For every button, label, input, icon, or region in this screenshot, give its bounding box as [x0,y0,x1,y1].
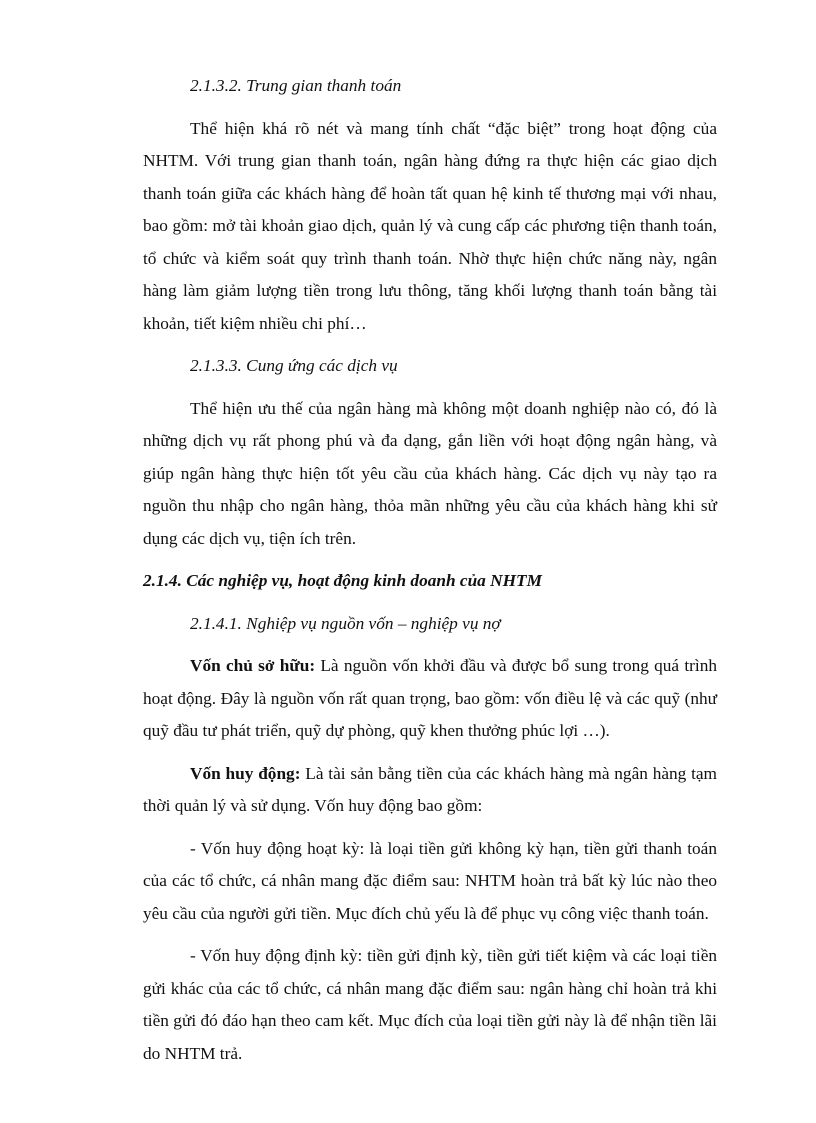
paragraph-demand-deposits: - Vốn huy động hoạt kỳ: là loại tiền gửi không kỳ hạn, tiền gửi thanh toán của các tổ chức, cá nhân mang đặc điểm sau: NHTM hoàn trả bất kỳ lúc nào theo yêu cầu của người gửi tiền. Mục đích chủ yếu là để phục vụ công việc thanh toán. [143,838,717,923]
equity-label: Vốn chủ sở hữu: [190,656,316,675]
equity-text: Là nguồn vốn khởi đầu và được bổ sung trong quá trình hoạt động. Đây là nguồn vốn rất quan trọng, bao gồm: vốn điều lệ và các quỹ (như quỹ đầu tư phát triển, quỹ dự phòng, quỹ khen thưởng phúc lợi …). [143,656,717,740]
paragraph-equity [143,650,717,748]
subsection-heading-payment-intermediary: 2.1.3.2. Trung gian thanh toán [190,76,402,95]
subsection-heading-service-provision: 2.1.3.3. Cung ứng các dịch vụ [190,356,398,375]
section-heading-business-operations: 2.1.4. Các nghiệp vụ, hoạt động kinh doanh của NHTM [143,571,542,590]
document-body [143,70,717,1080]
subsection-heading-funding-operations: 2.1.4.1. Nghiệp vụ nguồn vốn – nghiệp vụ nợ [190,613,501,633]
paragraph-term-deposits: - Vốn huy động định kỳ: tiền gửi định kỳ, tiền gửi tiết kiệm và các loại tiền gửi khác của các tổ chức, cá nhân mang đặc điểm sau: ngân hàng chỉ hoàn trả khi tiền gửi đó đáo hạn theo cam kết. Mục đích của loại tiền gửi này là để nhận tiền lãi do NHTM trả. [143,946,717,1063]
paragraph-mobilized-capital [143,758,717,823]
mobilized-capital-text: Là tài sản bằng tiền của các khách hàng mà ngân hàng tạm thời quản lý và sử dụng. Vốn huy động bao gồm: [143,763,717,815]
paragraph-service-provision: Thể hiện ưu thế của ngân hàng mà không một doanh nghiệp nào có, đó là những dịch vụ rất phong phú và đa dạng, gắn liền với hoạt động ngân hàng, và giúp ngân hàng thực hiện tốt yêu cầu của khách hàng. Các dịch vụ này tạo ra nguồn thu nhập cho ngân hàng, thỏa mãn những yêu cầu của khách hàng khi sử dụng các dịch vụ, tiện ích trên. [143,398,717,548]
paragraph-payment-intermediary: Thể hiện khá rõ nét và mang tính chất “đặc biệt” trong hoạt động của NHTM. Với trung gian thanh toán, ngân hàng đứng ra thực hiện các giao dịch thanh toán giữa các khách hàng để hoàn tất quan hệ kinh tế thương mại với nhau, bao gồm: mở tài khoản giao dịch, quản lý và cung cấp các phương tiện thanh toán, tổ chức và kiểm soát quy trình thanh toán. Nhờ thực hiện chức năng này, ngân hàng làm giảm lượng tiền trong lưu thông, tăng khối lượng thanh toán bằng tài khoản, tiết kiệm nhiều chi phí… [143,118,717,333]
mobilized-capital-label: Vốn huy động: [190,763,301,783]
